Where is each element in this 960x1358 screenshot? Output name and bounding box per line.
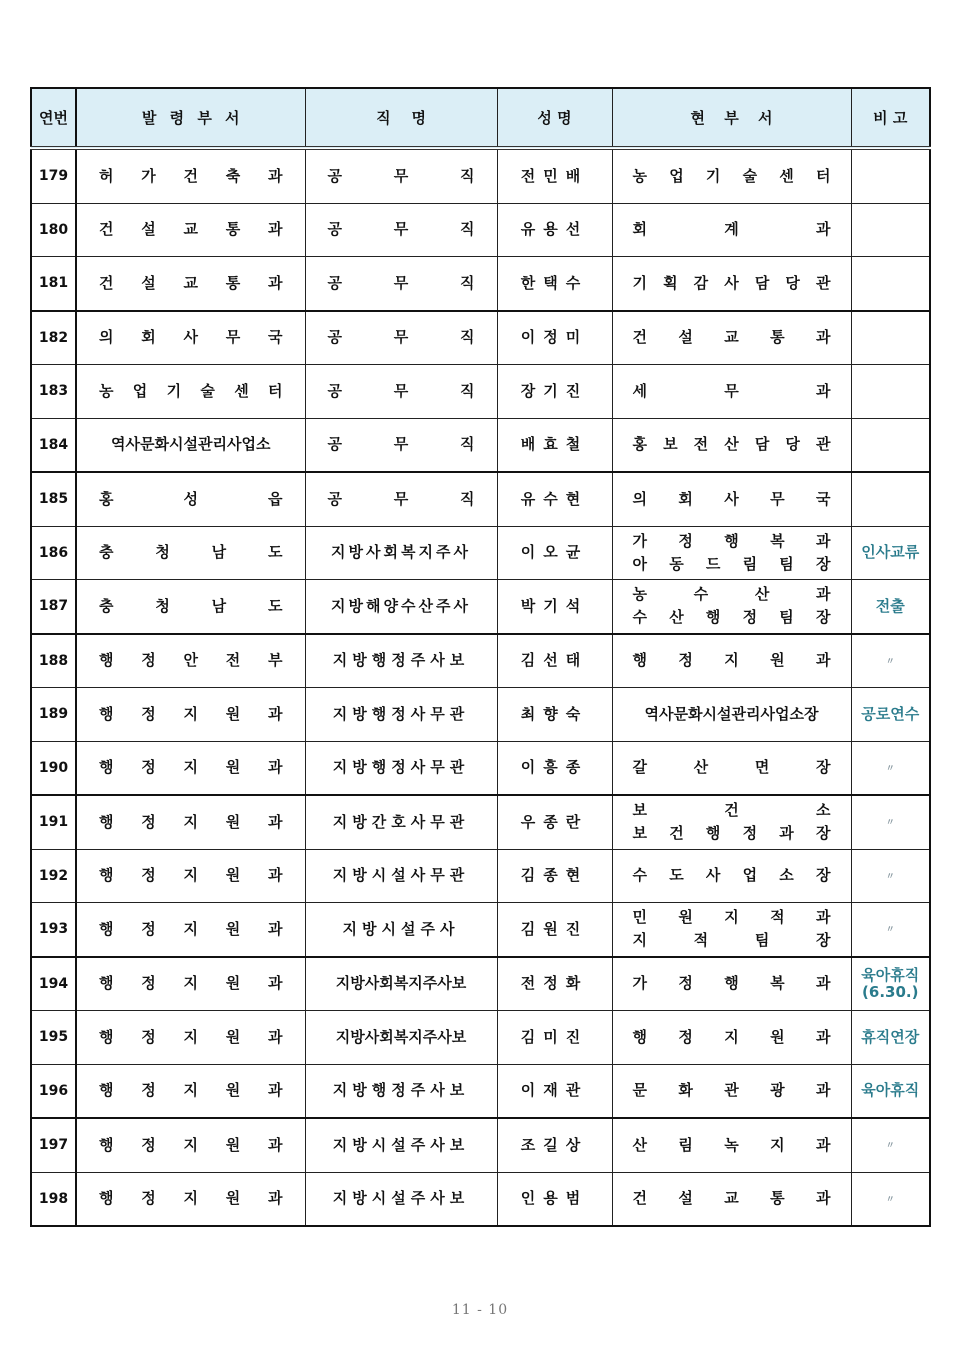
current-department: 민 원 지 적 과 지 적 팀 장: [612, 903, 851, 957]
person-name: 최향숙: [497, 688, 612, 742]
table-row: [31, 203, 930, 257]
current-department: 회 계 과: [612, 203, 851, 257]
person-name: 이오균: [497, 526, 612, 580]
table-row: [31, 472, 930, 526]
current-department: 행 정 지 원 과: [612, 634, 851, 688]
issuing-department: 행 정 지 원 과: [76, 957, 305, 1011]
remarks: 전출: [851, 580, 930, 634]
remarks: 인사교류: [851, 526, 930, 580]
remarks: [851, 1172, 930, 1226]
table-row: [31, 1011, 930, 1065]
remarks: [851, 148, 930, 203]
header-dept: 발 령 부 서: [76, 88, 305, 148]
row-number: 191: [31, 795, 76, 849]
page-number: 11 - 10: [451, 1302, 509, 1318]
issuing-department: 역사문화시설관리사업소: [76, 418, 305, 472]
issuing-department: 행 정 지 원 과: [76, 849, 305, 903]
row-number: 188: [31, 634, 76, 688]
job-title: 지방시설사무관: [305, 849, 497, 903]
table-row: [31, 634, 930, 688]
job-title: 지방행정사무관: [305, 688, 497, 742]
job-title: 지방사회복지주사보: [305, 957, 497, 1011]
table-row: [31, 741, 930, 795]
current-department: 건 설 교 통 과: [612, 311, 851, 365]
person-name: 인용범: [497, 1172, 612, 1226]
header-name: 성 명: [497, 88, 612, 148]
issuing-department: 홍 성 읍: [76, 472, 305, 526]
person-name: 이재관: [497, 1064, 612, 1118]
job-title: 공 무 직: [305, 203, 497, 257]
table-row: [31, 795, 930, 849]
table-row: [31, 957, 930, 1011]
issuing-department: 행 정 지 원 과: [76, 741, 305, 795]
issuing-department: 행 정 지 원 과: [76, 1011, 305, 1065]
current-department: 가 정 행 복 과 아 동 드 림 팀 장: [612, 526, 851, 580]
remarks: [851, 1118, 930, 1172]
job-title: 공 무 직: [305, 148, 497, 203]
issuing-department: 건 설 교 통 과: [76, 203, 305, 257]
ditto-mark: 〃: [885, 925, 895, 936]
job-title: 공 무 직: [305, 257, 497, 311]
current-department: 수 도 사 업 소 장: [612, 849, 851, 903]
remarks: [851, 365, 930, 419]
current-department: 역사문화시설관리사업소장: [612, 688, 851, 742]
current-department: 보 건 소 보 건 행 정 과 장: [612, 795, 851, 849]
row-number: 195: [31, 1011, 76, 1065]
person-name: 김종현: [497, 849, 612, 903]
current-department: 농 업 기 술 센 터: [612, 148, 851, 203]
remarks: [851, 472, 930, 526]
issuing-department: 행 정 지 원 과: [76, 795, 305, 849]
header-row: [31, 88, 930, 148]
row-number: 179: [31, 148, 76, 203]
row-number: 186: [31, 526, 76, 580]
issuing-department: 충 청 남 도: [76, 580, 305, 634]
row-number: 187: [31, 580, 76, 634]
job-title: 지방시설주사: [305, 903, 497, 957]
person-name: 김원진: [497, 903, 612, 957]
table-row: [31, 311, 930, 365]
person-name: 전민배: [497, 148, 612, 203]
table-row: [31, 418, 930, 472]
ditto-mark: 〃: [885, 1141, 895, 1152]
job-title: 지방행정주사보: [305, 634, 497, 688]
remarks: [851, 903, 930, 957]
person-name: 우종란: [497, 795, 612, 849]
issuing-department: 행 정 지 원 과: [76, 688, 305, 742]
row-number: 192: [31, 849, 76, 903]
job-title: 공 무 직: [305, 472, 497, 526]
current-department: 홍 보 전 산 담 당 관: [612, 418, 851, 472]
table-row: [31, 257, 930, 311]
current-department: 의 회 사 무 국: [612, 472, 851, 526]
person-name: 조길상: [497, 1118, 612, 1172]
row-number: 194: [31, 957, 76, 1011]
remarks: [851, 257, 930, 311]
person-name: 이정미: [497, 311, 612, 365]
issuing-department: 행 정 지 원 과: [76, 1172, 305, 1226]
row-number: 180: [31, 203, 76, 257]
person-name: 김선태: [497, 634, 612, 688]
job-title: 지방사회복지주사보: [305, 1011, 497, 1065]
remarks: 육아휴직: [851, 1064, 930, 1118]
current-department: 행 정 지 원 과: [612, 1011, 851, 1065]
issuing-department: 농 업 기 술 센 터: [76, 365, 305, 419]
person-name: 전정화: [497, 957, 612, 1011]
current-department: 갈 산 면 장: [612, 741, 851, 795]
row-number: 185: [31, 472, 76, 526]
issuing-department: 행 정 안 전 부: [76, 634, 305, 688]
current-department: 농 수 산 과 수 산 행 정 팀 장: [612, 580, 851, 634]
row-number: 198: [31, 1172, 76, 1226]
row-number: 197: [31, 1118, 76, 1172]
issuing-department: 충 청 남 도: [76, 526, 305, 580]
remarks: [851, 634, 930, 688]
ditto-mark: 〃: [885, 1194, 895, 1205]
row-number: 183: [31, 365, 76, 419]
remarks: [851, 741, 930, 795]
current-department: 가 정 행 복 과: [612, 957, 851, 1011]
header-rank: 직 명: [305, 88, 497, 148]
job-title: 지방행정사무관: [305, 741, 497, 795]
job-title: 공 무 직: [305, 311, 497, 365]
current-department: 세 무 과: [612, 365, 851, 419]
remarks: [851, 418, 930, 472]
ditto-mark: 〃: [885, 871, 895, 882]
header-current: 현 부 서: [612, 88, 851, 148]
issuing-department: 행 정 지 원 과: [76, 1064, 305, 1118]
table-row: [31, 1118, 930, 1172]
table-row: [31, 903, 930, 957]
person-name: 김미진: [497, 1011, 612, 1065]
person-name: 배효철: [497, 418, 612, 472]
table-row: [31, 1172, 930, 1226]
current-department: 문 화 관 광 과: [612, 1064, 851, 1118]
table-row: [31, 580, 930, 634]
current-department: 기 획 감 사 담 당 관: [612, 257, 851, 311]
remarks: 휴직연장: [851, 1011, 930, 1065]
remarks: [851, 795, 930, 849]
row-number: 193: [31, 903, 76, 957]
issuing-department: 의 회 사 무 국: [76, 311, 305, 365]
table-row: [31, 1064, 930, 1118]
current-department: 산 림 녹 지 과: [612, 1118, 851, 1172]
person-name: 유수현: [497, 472, 612, 526]
job-title: 지방사회복지주사: [305, 526, 497, 580]
person-name: 장기진: [497, 365, 612, 419]
issuing-department: 허 가 건 축 과: [76, 148, 305, 203]
row-number: 189: [31, 688, 76, 742]
row-number: 190: [31, 741, 76, 795]
person-name: 유용선: [497, 203, 612, 257]
job-title: 지방행정주사보: [305, 1064, 497, 1118]
remarks: [851, 203, 930, 257]
table-row: [31, 365, 930, 419]
job-title: 지방간호사무관: [305, 795, 497, 849]
table-row: [31, 688, 930, 742]
issuing-department: 행 정 지 원 과: [76, 1118, 305, 1172]
remarks: 공로연수: [851, 688, 930, 742]
job-title: 지방해양수산주사: [305, 580, 497, 634]
row-number: 196: [31, 1064, 76, 1118]
table-row: [31, 148, 930, 203]
remarks: [851, 311, 930, 365]
row-number: 184: [31, 418, 76, 472]
person-name: 한택수: [497, 257, 612, 311]
personnel-table: [30, 87, 931, 1227]
job-title: 공 무 직: [305, 365, 497, 419]
ditto-mark: 〃: [885, 763, 895, 774]
table-row: [31, 526, 930, 580]
remarks: 육아휴직 (6.30.): [851, 957, 930, 1011]
remarks: [851, 849, 930, 903]
table-row: [31, 849, 930, 903]
ditto-mark: 〃: [885, 818, 895, 829]
row-number: 182: [31, 311, 76, 365]
issuing-department: 행 정 지 원 과: [76, 903, 305, 957]
issuing-department: 건 설 교 통 과: [76, 257, 305, 311]
row-number: 181: [31, 257, 76, 311]
job-title: 공 무 직: [305, 418, 497, 472]
header-no: 연번: [31, 88, 76, 148]
person-name: 이흥종: [497, 741, 612, 795]
person-name: 박기석: [497, 580, 612, 634]
job-title: 지방시설주사보: [305, 1118, 497, 1172]
job-title: 지방시설주사보: [305, 1172, 497, 1226]
ditto-mark: 〃: [885, 656, 895, 667]
header-note: 비 고: [851, 88, 930, 148]
current-department: 건 설 교 통 과: [612, 1172, 851, 1226]
